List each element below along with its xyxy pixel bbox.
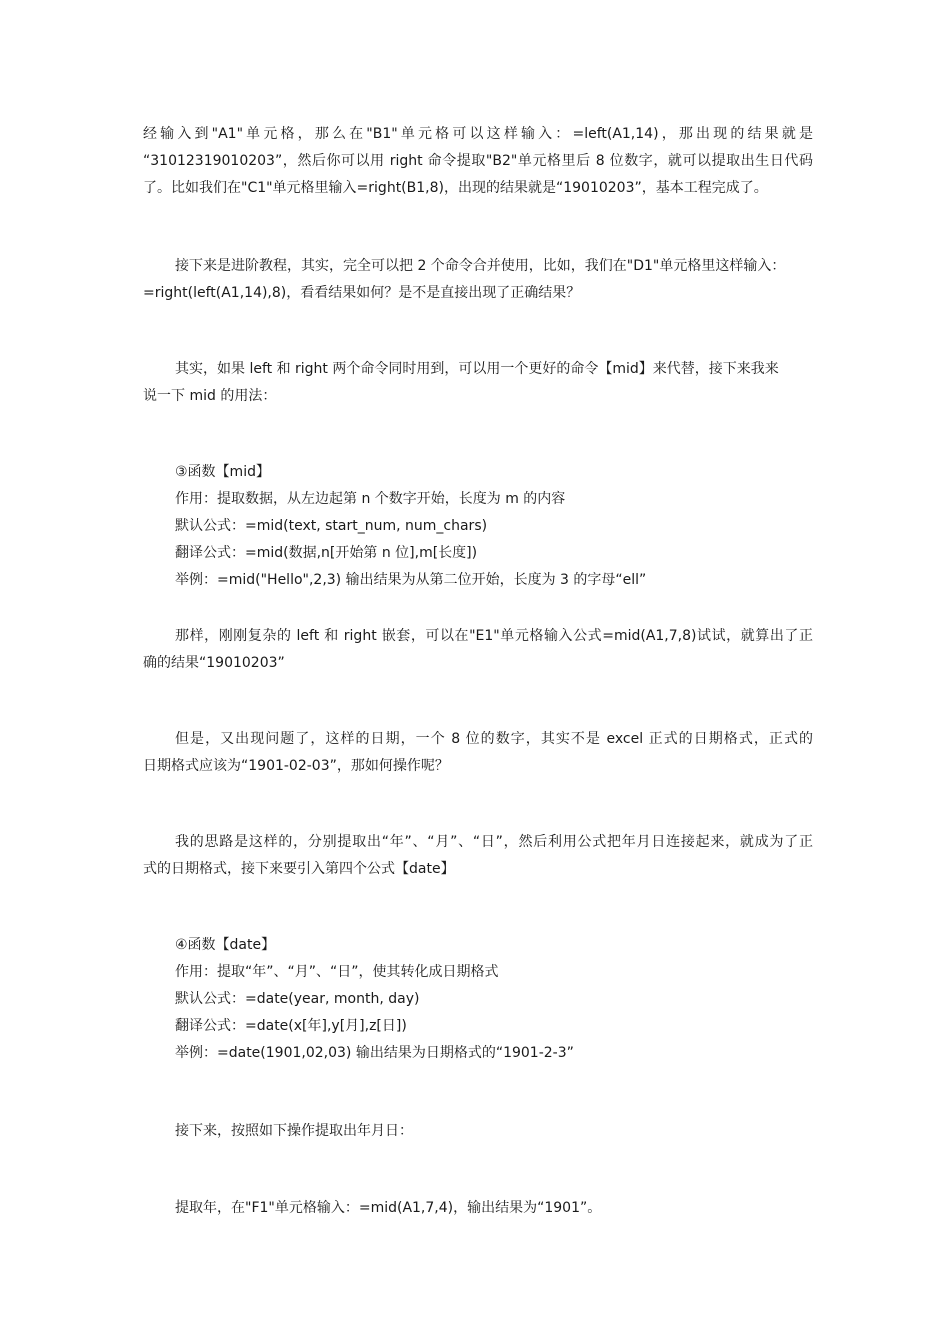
paragraph-7: 接下来，按照如下操作提取出年月日：	[175, 1123, 413, 1139]
date-function-title: ④函数【date】	[175, 937, 276, 953]
paragraph-5-line-2: 日期格式应该为“1901-02-03”，那如何操作呢？	[143, 758, 449, 774]
paragraph-3-line-1: 其实，如果 left 和 right 两个命令同时用到，可以用一个更好的命令【mid】来代替，接下来我来	[175, 361, 779, 377]
date-function-usage: 作用：提取“年”、“月”、“日”，使其转化成日期格式	[175, 964, 499, 980]
paragraph-1-line-1: 经输入到"A1"单元格，那么在"B1"单元格可以这样输入：=left(A1,14)，那出现的结果就是	[143, 126, 813, 142]
date-function-translated-formula: 翻译公式：=date(x[年],y[月],z[日])	[175, 1018, 407, 1034]
paragraph-1-line-2: “31012319010203”，然后你可以用 right 命令提取"B2"单元格里后 8 位数字，就可以提取出生日代码	[143, 153, 813, 169]
mid-function-usage: 作用：提取数据，从左边起第 n 个数字开始，长度为 m 的内容	[175, 491, 566, 507]
paragraph-2-line-1: 接下来是进阶教程，其实，完全可以把 2 个命令合并使用，比如，我们在"D1"单元格里这样输入：	[175, 258, 786, 274]
paragraph-1-line-3: 了。比如我们在"C1"单元格里输入=right(B1,8)，出现的结果就是“19010203”，基本工程完成了。	[143, 180, 768, 196]
paragraph-4-line-1: 那样，刚刚复杂的 left 和 right 嵌套，可以在"E1"单元格输入公式=mid(A1,7,8)试试，就算出了正	[175, 628, 813, 644]
mid-function-translated-formula: 翻译公式：=mid(数据,n[开始第 n 位],m[长度])	[175, 545, 478, 561]
paragraph-8: 提取年，在"F1"单元格输入：=mid(A1,7,4)，输出结果为“1901”。	[175, 1200, 602, 1216]
paragraph-6-line-1: 我的思路是这样的，分别提取出“年”、“月”、“日”，然后利用公式把年月日连接起来，就成为了正	[175, 834, 813, 850]
date-function-example: 举例：=date(1901,02,03) 输出结果为日期格式的“1901-2-3”	[175, 1045, 574, 1061]
mid-function-default-formula: 默认公式：=mid(text, start_num, num_chars)	[175, 518, 488, 534]
paragraph-4-line-2: 确的结果“19010203”	[143, 655, 285, 671]
paragraph-2-line-2: =right(left(A1,14),8)，看看结果如何？是不是直接出现了正确结果？	[143, 285, 581, 301]
mid-function-title: ③函数【mid】	[175, 464, 270, 480]
paragraph-6-line-2: 式的日期格式，接下来要引入第四个公式【date】	[143, 861, 455, 877]
date-function-default-formula: 默认公式：=date(year, month, day)	[175, 991, 420, 1007]
mid-function-example: 举例：=mid("Hello",2,3) 输出结果为从第二位开始，长度为 3 的字母“ell”	[175, 572, 647, 588]
paragraph-3-line-2: 说一下 mid 的用法：	[143, 388, 277, 404]
paragraph-5-line-1: 但是，又出现问题了，这样的日期，一个 8 位的数字，其实不是 excel 正式的日期格式，正式的	[175, 731, 813, 747]
